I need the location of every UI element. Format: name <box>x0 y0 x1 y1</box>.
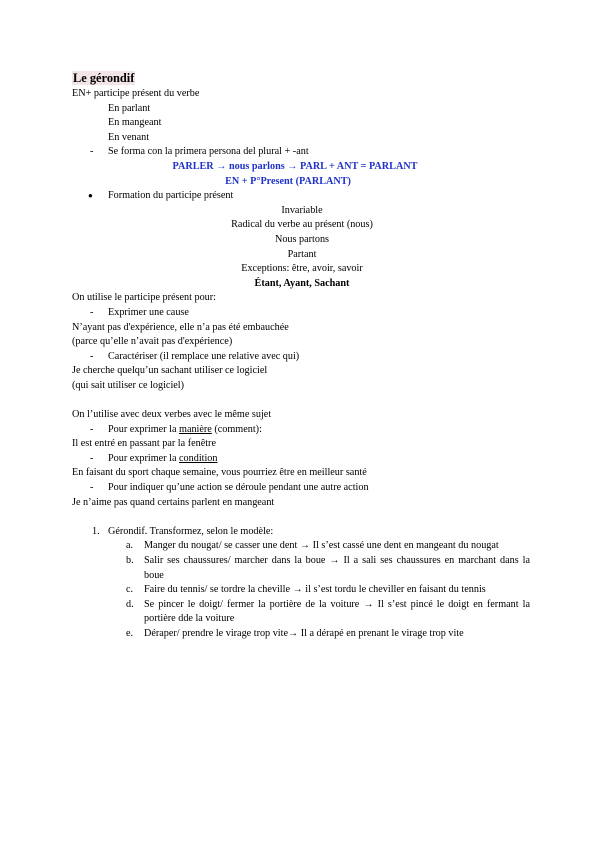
dash-marker: - <box>90 350 94 362</box>
exercise-item: a. Manger du nougat/ se casser une dent → Il s’est cassé une dent en mangeant du nougat <box>72 539 532 554</box>
dash-marker: - <box>90 306 94 318</box>
page-title: Le gérondif <box>73 71 135 85</box>
text-line: N’ayant pas d'expérience, elle n’a pas été embauchée <box>72 321 289 333</box>
exercise-item: e. Déraper/ prendre le virage trop vite→ Il a dérapé en prenant le virage trop vite <box>72 627 532 642</box>
text-line: Je n’aime pas quand certains parlent en mangeant <box>72 496 275 508</box>
list-number: 1. <box>92 525 100 537</box>
dash-list-item: - Pour exprimer la manière (comment): <box>72 423 532 438</box>
dash-list-item: - Caractériser (il remplace une relative avec qui) <box>72 350 532 365</box>
centered-line: Radical du verbe au présent (nous) <box>231 219 373 231</box>
centered-line: Étant, Ayant, Sachant <box>254 277 350 289</box>
dash-list-item: - Exprimer une cause <box>72 306 532 321</box>
dash-marker: - <box>90 482 94 494</box>
blank-line <box>72 510 532 525</box>
bullet-marker: ● <box>88 191 93 201</box>
centered-line: Nous partons <box>274 233 330 245</box>
text-line: (parce qu’elle n’avait pas d'expérience) <box>72 336 233 348</box>
text-line: Je cherche quelqu’un sachant utiliser ce logiciel <box>72 365 268 377</box>
document-body <box>72 70 532 642</box>
rule-highlight: PARLER → nous parlons → PARL + ANT = PARLANT <box>172 160 418 172</box>
exercise-heading: 1. Gérondif. Transformez, selon le modèle: <box>72 525 532 540</box>
dash-list-item: - Pour exprimer la condition <box>72 452 532 467</box>
item-marker: d. <box>126 598 134 610</box>
item-marker: c. <box>126 584 134 596</box>
dash-list-item: - Pour indiquer qu’une action se déroule pendant une autre action <box>72 481 532 496</box>
item-marker: b. <box>126 555 134 566</box>
exercise-item: c. Faire du tennis/ se tordre la cheville → il s’est tordu le cheviller en faisant du tennis <box>72 583 532 598</box>
rule-highlight: EN + P°Present (PARLANT) <box>225 175 351 187</box>
exercise-item: d. Se pincer le doigt/ fermer la portière de la voiture → Il s’est pincé le doigt en fermant la portière dde la voiture <box>126 598 530 625</box>
text-line: On utilise le participe présent pour: <box>72 292 216 304</box>
dash-marker: - <box>90 423 94 435</box>
example-line: En venant <box>108 131 150 143</box>
dash-list-item: - Se forma con la primera persona del plural + -ant <box>72 145 532 160</box>
text-line: Il est entré en passant par la fenêtre <box>72 438 216 450</box>
text-line: EN+ participe présent du verbe <box>72 88 200 99</box>
dash-marker: - <box>90 452 94 464</box>
centered-line: Invariable <box>281 204 323 216</box>
example-line: En parlant <box>108 102 151 114</box>
blank-line <box>72 393 532 408</box>
text-line: En faisant du sport chaque semaine, vous pourriez être en meilleur santé <box>72 467 367 479</box>
item-marker: e. <box>126 627 134 639</box>
item-marker: a. <box>126 540 134 552</box>
centered-line: Exceptions: être, avoir, savoir <box>241 263 363 275</box>
example-line: En mangeant <box>108 117 162 129</box>
centered-line: Partant <box>287 248 317 260</box>
text-line: (qui sait utiliser ce logiciel) <box>72 379 185 391</box>
dash-marker: - <box>90 146 94 158</box>
exercise-item: b. Salir ses chaussures/ marcher dans la boue → Il a sali ses chaussures en marchant dans la boue <box>126 555 530 581</box>
text-line: On l’utilise avec deux verbes avec le même sujet <box>72 409 272 421</box>
bullet-list-item: ● Formation du participe présent <box>72 189 532 204</box>
